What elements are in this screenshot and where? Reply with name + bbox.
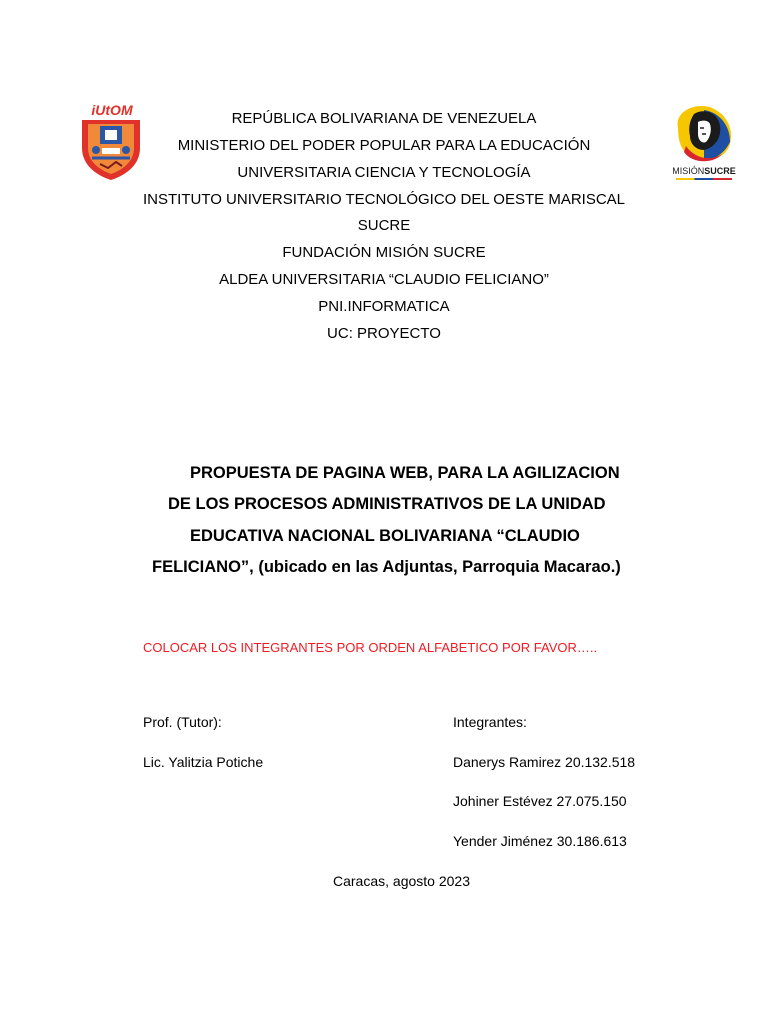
members-label: Integrantes: — [453, 714, 527, 730]
iutoms-wordmark: iUtOM — [91, 102, 133, 118]
wordmark-sucre: SUCRE — [704, 166, 736, 176]
header-line: ALDEA UNIVERSITARIA “CLAUDIO FELICIANO” — [219, 271, 549, 288]
title-line: FELICIANO”, (ubicado en las Adjuntas, Parroquia Macarao.) — [152, 558, 621, 576]
header-line: FUNDACIÓN MISIÓN SUCRE — [282, 244, 486, 261]
place-date: Caracas, agosto 2023 — [333, 873, 470, 889]
header-line: REPÚBLICA BOLIVARIANA DE VENEZUELA — [231, 110, 537, 127]
alphabetical-order-notice: COLOCAR LOS INTEGRANTES POR ORDEN ALFABETICO POR FAVOR….. — [143, 640, 598, 655]
mision-sucre-emblem-icon — [664, 98, 744, 168]
member-item: Johiner Estévez 27.075.150 — [453, 793, 627, 809]
tutor-name: Lic. Yalitzia Potiche — [143, 754, 264, 770]
title-line: DE LOS PROCESOS ADMINISTRATIVOS DE LA UNIDAD — [168, 495, 606, 513]
member-item: Yender Jiménez 30.186.613 — [453, 833, 627, 849]
header-line: UC: PROYECTO — [327, 325, 441, 342]
tutor-label: Prof. (Tutor): — [143, 714, 222, 730]
member-item: Danerys Ramirez 20.132.518 — [453, 754, 636, 770]
wordmark-mision: MISIÓN — [672, 166, 705, 176]
header-line: PNI.INFORMATICA — [318, 298, 450, 315]
title-line: EDUCATIVA NACIONAL BOLIVARIANA “CLAUDIO — [190, 527, 580, 545]
header-line: INSTITUTO UNIVERSITARIO TECNOLÓGICO DEL OESTE MARISCAL — [142, 191, 626, 208]
title-line: PROPUESTA DE PAGINA WEB, PARA LA AGILIZACION — [190, 464, 620, 482]
header-line: UNIVERSITARIA CIENCIA Y TECNOLOGÍA — [237, 164, 531, 181]
header-line: MINISTERIO DEL PODER POPULAR PARA LA EDUCACIÓN — [177, 137, 591, 154]
header-line: SUCRE — [357, 217, 411, 234]
